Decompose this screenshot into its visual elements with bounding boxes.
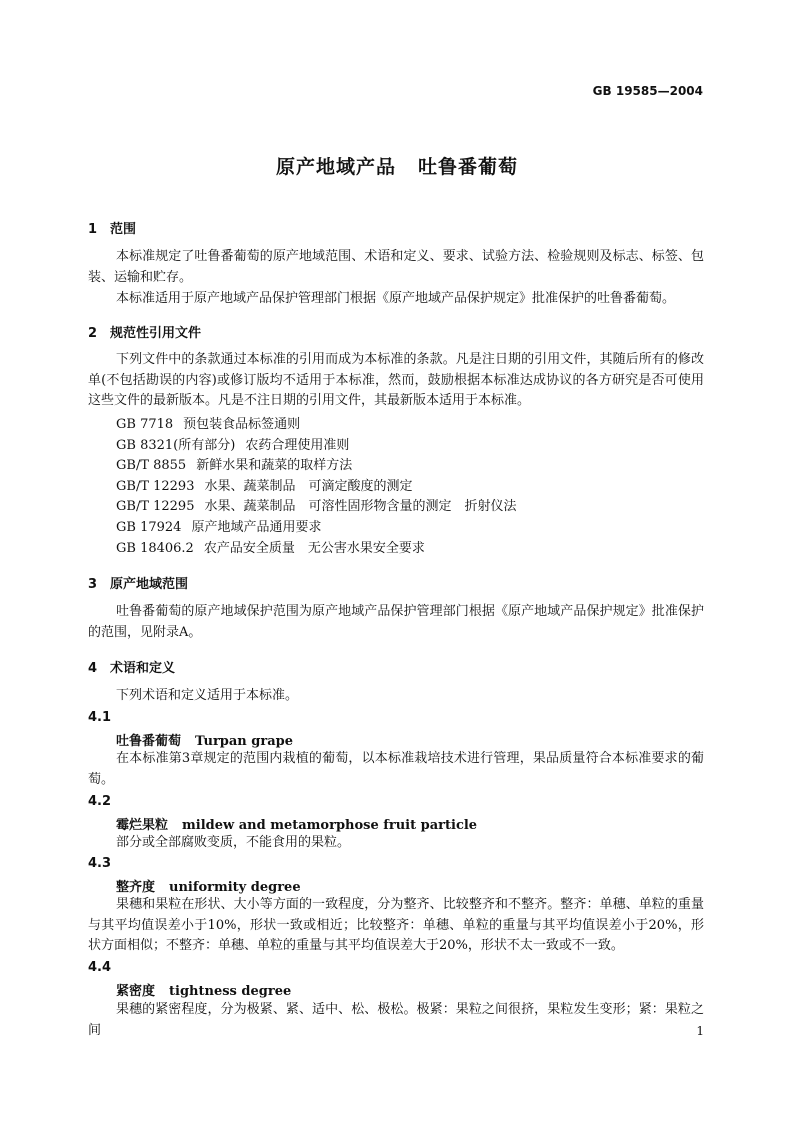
page-number: 1 xyxy=(696,1024,704,1038)
section-3-heading xyxy=(88,573,704,592)
term-en: uniformity degree xyxy=(169,880,301,895)
term-heading xyxy=(116,730,293,749)
section-number: 1 xyxy=(88,222,98,237)
term-heading xyxy=(116,876,301,895)
term-zh: 整齐度 xyxy=(116,880,156,895)
standard-number: GB 19585—2004 xyxy=(592,84,703,98)
section-number: 2 xyxy=(88,326,98,341)
section-title: 规范性引用文件 xyxy=(110,326,202,341)
section-2-heading xyxy=(88,322,704,341)
title-part-1: 原产地域产品 xyxy=(275,156,396,178)
reference-code: GB 7718 xyxy=(116,417,174,432)
reference-title: 农产品安全质量 无公害水果安全要求 xyxy=(203,541,425,556)
section-number: 4 xyxy=(88,661,98,676)
term-en: Turpan grape xyxy=(195,734,294,749)
section-2-paragraph-1: 下列文件中的条款通过本标准的引用而成为本标准的条款。凡是注日期的引用文件，其随后所有的修改单(不包括勘误的内容)或修订版均不适用于本标准，然而，鼓励根据本标准达成协议的各方研究是否可使用这些文件的最新版本。凡是不注日期的引用文件，其最新版本适用于本标准。 xyxy=(88,352,704,408)
term-definition: 果穗的紧密程度，分为极紧、紧、适中、松、极松。极紧：果粒之间很挤，果粒发生变形；紧：果粒之间 xyxy=(88,1002,704,1038)
section-title: 范围 xyxy=(110,222,137,237)
reference-code: GB/T 12295 xyxy=(116,499,195,514)
reference-code: GB 18406.2 xyxy=(116,541,194,556)
term-en: tightness degree xyxy=(169,984,292,999)
term-heading xyxy=(116,814,477,833)
term-zh: 霉烂果粒 xyxy=(116,818,169,833)
reference-title: 预包装食品标签通则 xyxy=(183,417,301,432)
reference-title: 水果、蔬菜制品 可溶性固形物含量的测定 折射仪法 xyxy=(204,499,517,514)
reference-title: 水果、蔬菜制品 可滴定酸度的测定 xyxy=(204,479,413,494)
reference-title: 原产地域产品通用要求 xyxy=(191,520,322,535)
term-number: 4.2 xyxy=(88,794,112,809)
document-title xyxy=(0,152,794,179)
term-en: mildew and metamorphose fruit particle xyxy=(182,818,478,833)
term-definition: 在本标准第3章规定的范围内栽植的葡萄，以本标准栽培技术进行管理，果品质量符合本标准要求的葡萄。 xyxy=(88,751,704,787)
normative-reference xyxy=(116,518,321,538)
title-part-2: 吐鲁番葡萄 xyxy=(418,156,519,178)
term-number: 4.3 xyxy=(88,856,112,871)
normative-reference xyxy=(116,456,352,476)
term-zh: 紧密度 xyxy=(116,984,156,999)
section-4-heading xyxy=(88,657,704,676)
term-number: 4.1 xyxy=(88,710,112,725)
term-heading xyxy=(116,980,291,999)
section-title: 原产地域范围 xyxy=(110,577,189,592)
normative-reference xyxy=(116,477,413,497)
normative-reference xyxy=(116,539,425,559)
reference-title: 新鲜水果和蔬菜的取样方法 xyxy=(196,458,353,473)
reference-code: GB/T 8855 xyxy=(116,458,187,473)
section-4-paragraph-1: 下列术语和定义适用于本标准。 xyxy=(116,688,299,703)
normative-reference xyxy=(116,497,517,517)
reference-code: GB/T 12293 xyxy=(116,479,195,494)
term-zh: 吐鲁番葡萄 xyxy=(116,734,182,749)
reference-code: GB 8321(所有部分) xyxy=(116,438,236,453)
section-3-paragraph-1: 吐鲁番葡萄的原产地域保护范围为原产地域产品保护管理部门根据《原产地域产品保护规定》批准保护的范围，见附录A。 xyxy=(88,604,704,640)
reference-title: 农药合理使用准则 xyxy=(245,438,350,453)
section-1-heading xyxy=(88,218,704,237)
reference-code: GB 17924 xyxy=(116,520,182,535)
section-title: 术语和定义 xyxy=(110,661,176,676)
term-definition: 果穗和果粒在形状、大小等方面的一致程度，分为整齐、比较整齐和不整齐。整齐：单穗、单粒的重量与其平均值误差小于10%，形状一致或相近；比较整齐：单穗、单粒的重量与其平均值误差小于20%，形状方面相似；不整齐：单穗、单粒的重量与其平均值误差大于20%，形状不太一致或不一致。 xyxy=(88,897,704,953)
term-number: 4.4 xyxy=(88,960,112,975)
normative-reference xyxy=(116,415,300,435)
section-1-paragraph-1: 本标准规定了吐鲁番葡萄的原产地域范围、术语和定义、要求、试验方法、检验规则及标志、标签、包装、运输和贮存。 xyxy=(88,249,704,285)
section-number: 3 xyxy=(88,577,98,592)
normative-reference xyxy=(116,436,349,456)
term-definition: 部分或全部腐败变质，不能食用的果粒。 xyxy=(116,835,351,850)
section-1-paragraph-2: 本标准适用于原产地域产品保护管理部门根据《原产地域产品保护规定》批准保护的吐鲁番葡萄。 xyxy=(116,291,676,306)
